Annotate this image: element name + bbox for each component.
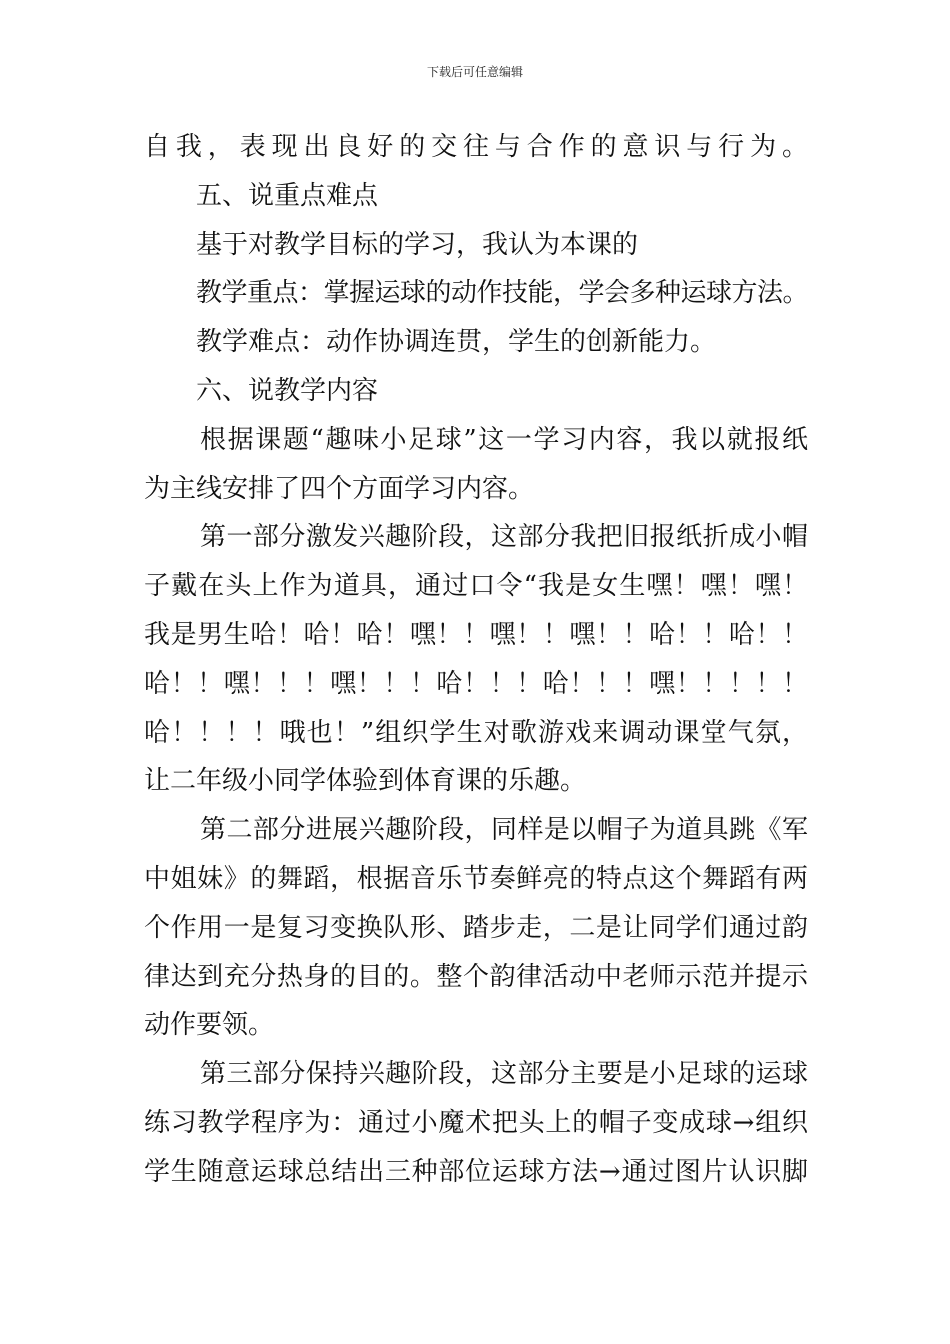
text-line: 根据课题“趣味小足球”这一学习内容，我以就报纸 — [200, 424, 808, 455]
text-line: 基于对教学目标的学习，我认为本课的 — [196, 229, 639, 260]
text-line: 第二部分进展兴趣阶段，同样是以帽子为道具跳《军 — [200, 815, 808, 846]
text-line: 练习教学程序为：通过小魔术把头上的帽子变成球→组织 — [144, 1107, 808, 1138]
text-line: 第一部分激发兴趣阶段，这部分我把旧报纸折成小帽 — [200, 522, 808, 553]
text-line: 哈！！嘿！！！嘿！！！哈！！！哈！！！嘿！！！！！ — [144, 668, 808, 699]
text-line: 为主线安排了四个方面学习内容。 — [144, 473, 535, 504]
text-line: 第三部分保持兴趣阶段，这部分主要是小足球的运球 — [200, 1059, 808, 1090]
text-line: 自我，表现出良好的交往与合作的意识与行为。 — [144, 132, 808, 162]
section-heading: 六、说教学内容 — [196, 375, 379, 406]
document-body — [144, 123, 808, 1197]
text-line: 教学难点：动作协调连贯，学生的创新能力。 — [196, 327, 717, 358]
text-line: 教学重点：掌握运球的动作技能，学会多种运球方法。 — [196, 278, 809, 309]
text-line: 我是男生哈！哈！哈！嘿！！嘿！！嘿！！哈！！哈！！ — [144, 619, 808, 650]
section-heading: 五、说重点难点 — [196, 180, 379, 211]
text-line: 让二年级小同学体验到体育课的乐趣。 — [144, 766, 587, 797]
page-header: 下载后可任意编辑 — [426, 65, 523, 79]
text-line: 哈！！！！哦也！”组织学生对歌游戏来调动课堂气氛， — [144, 717, 808, 748]
text-line: 个作用一是复习变换队形、踏步走，二是让同学们通过韵 — [144, 912, 808, 943]
text-line: 动作要领。 — [144, 1010, 275, 1041]
text-line: 中姐妹》的舞蹈，根据音乐节奏鲜亮的特点这个舞蹈有两 — [144, 863, 808, 894]
text-line: 律达到充分热身的目的。整个韵律活动中老师示范并提示 — [144, 961, 808, 992]
text-line: 子戴在头上作为道具，通过口令“我是女生嘿！嘿！嘿！ — [144, 571, 808, 602]
text-line: 学生随意运球总结出三种部位运球方法→通过图片认识脚 — [144, 1156, 808, 1187]
